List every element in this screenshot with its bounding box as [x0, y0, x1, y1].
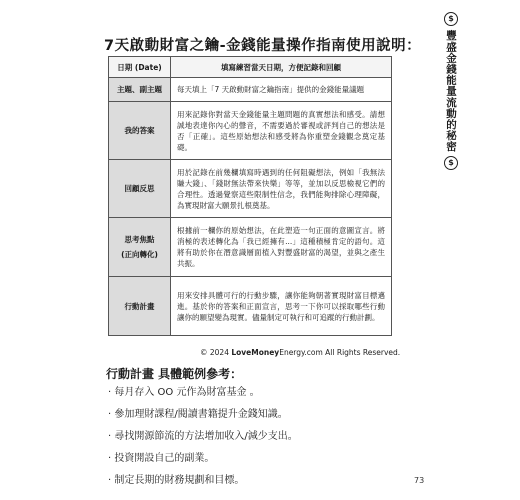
list-item: · 每月存入 OO 元作為財富基金 。 [108, 387, 260, 398]
row-desc-reflection: 用於記錄在前幾欄填寫時遇到的任何阻礙想法，例如「我無法賺大錢」、「錢財無法帶來快樂」等等，並加以反思檢視它們的合理性。透過覺察這些限制性信念，我們能夠排除心理障礙，為實現財富大願景扎根奠基。 [171, 160, 392, 218]
copyright-prefix: © 2024 [200, 348, 232, 357]
table-row [109, 160, 392, 218]
header-date-description: 填寫練習當天日期，方便記錄和回顧 [171, 57, 392, 78]
book-title-text: 豐盛金錢能量流動的秘密 [445, 30, 457, 153]
row-desc-topic: 每天填上「7 天啟動財富之鑰指南」提供的金錢能量議題 [171, 78, 392, 102]
row-label-topic: 主題、副主題 [109, 78, 171, 102]
table-row [109, 277, 392, 336]
row-label-focus-line2: (正向轉化) [121, 250, 158, 259]
list-item: · 投資開設自己的副業。 [108, 453, 215, 464]
header-date: 日期 (Date) [109, 57, 171, 78]
copyright-notice [200, 348, 400, 357]
guide-table [108, 56, 392, 336]
list-item: · 制定長期的財務規劃和目標。 [108, 475, 245, 486]
row-label-focus-line1: 思考焦點 [124, 235, 155, 244]
row-label-focus [109, 218, 171, 277]
table-row [109, 78, 392, 102]
row-label-action-plan: 行動計畫 [109, 277, 171, 336]
row-desc-my-answer: 用來記錄你對當天金錢能量主題問題的真實想法和感受。請想誠地表達你內心的聲音，不需要過於審視或評判自己的想法是否「正確」。這些原始想法和感受將為你重塑金錢觀念奠定基礎。 [171, 102, 392, 160]
page-title: 7天啟動財富之鑰-金錢能量操作指南使用說明： [104, 38, 422, 54]
row-desc-focus: 根據前一欄你的原始想法，在此塑造一句正面的意圖宣言。將消極的表述轉化為「我已經擁有...」這種積極肯定的語句。這將有助於你在潛意識層面植入對豐盛財富的渴望，並與之產生共振。 [171, 218, 392, 277]
vertical-book-title [440, 10, 462, 172]
copyright-brand: LoveMoney [231, 348, 280, 357]
row-label-reflection: 回顧反思 [109, 160, 171, 218]
dollar-icon: $ [444, 156, 458, 170]
page-number: 73 [414, 476, 425, 485]
list-item: · 參加理財課程/閱讀書籍提升金錢知識。 [108, 409, 288, 420]
list-item: · 尋找開源節流的方法增加收入/減少支出。 [108, 431, 298, 442]
examples-heading: 行動計畫 具體範例參考： [106, 367, 243, 381]
row-desc-action-plan: 用來安排具體可行的行動步驟，讓你能夠朝著實現財富目標邁進。基於你的答案和正面宣言，思考一下你可以採取哪些行動讓你的願望變為現實。儘量制定可執行和可追蹤的行動計劃。 [171, 277, 392, 336]
table-row [109, 102, 392, 160]
example-list [108, 382, 298, 492]
copyright-suffix: Energy.com All Rights Reserved. [279, 348, 401, 357]
table-row [109, 218, 392, 277]
table-header-row [109, 57, 392, 78]
row-label-my-answer: 我的答案 [109, 102, 171, 160]
dollar-icon: $ [444, 12, 458, 26]
